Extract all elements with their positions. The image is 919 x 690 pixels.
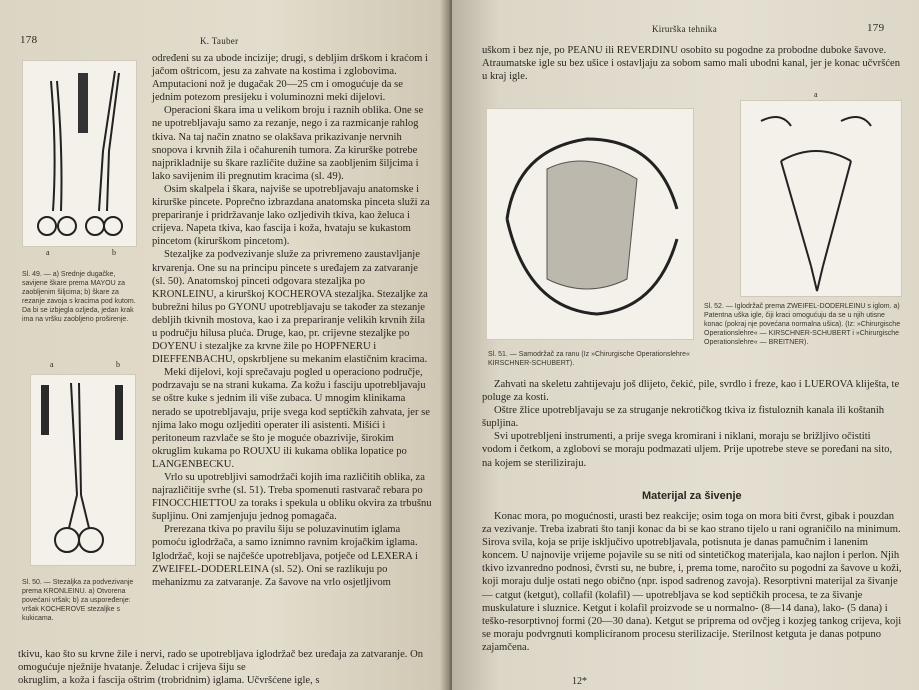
left-text-column [152, 52, 432, 589]
figure-51-retractor [486, 108, 694, 340]
running-head-left: K. Tauber [200, 36, 239, 46]
paragraph: Konac mora, po mogućnosti, urasti bez reakcije; osim toga on mora biti čvrst, gibak i pouzdan za vezivanje. Treba izabrati što tanji konac da bi se kao strano tijelo u rani ograničilo na minimum. Sirova svila, koja se prije isključivo upotrebljavala, potisnuta je danas pamučnim i lanenim koncem. U najnovije vrijeme pojavile su se niti od sintetičkog materijala, kao najlon i perlon. Njih tkivo izvanredno podnosi, čvrsti su, ne bubre, i, prema tome, naročito su pogodni za šavove u koži, koji moraju dulje ostati nego obično (npr. ispod sadrenog zavoja). Resorptivni materijal za šivanje — catgut (ketgut), collafil (kolafil) — upotrebljava se kod septičkih procesa, te za šivanje muskulature i sluznice. Ketgut i kolafil proizvode se u normalno- (8—14 dana), lako- (5 dana) i teško-resorptivnoj formi (20—30 dana). Ketgut se priprema od ovčjeg i kozjeg tankog crijeva, koji se moraju podvrgnuti komplicíranom procesu sterilizacije. Sterilnost ketguta je danas potpuno zajamčena. [482, 511, 902, 653]
paragraph: Stezaljke za podvezivanje služe za privremeno zaustavljanje krvarenja. One su na principu pincete s uređajem za zatvaranje (sl. 50). Anatomskoj pinceti odgovara stezaljka po KRONLEINU, a kirurškoj KOCHEROVA stezaljka. Stezaljke za bubrežni hilus po GYONU upotrebljavaju se također za stezanje debljih tkivnih mostova, kao i za prepariranje velikih krvnih žila u području hilusa pluća. Druge, kao, pr. crijevne stezaljke po DOYENU i stezaljke za krvne žile po HOPFNERU i DIEFFENBACHU, opskrbljene su mekanim elastičnim kracima. [152, 249, 428, 366]
fig49-caption: Sl. 49. — a) Srednje dugačke, savijene škare prema MAYOU za zaobljenim šiljcima; b) škare za rezanje zavoja s kracima pod kutom. Da bi se izbjegla ozljeda, jedan krak ima na vršku zaobljeno proširenje. [22, 271, 136, 323]
figure-50-clamp [30, 374, 136, 566]
fig52-label-a: a [814, 90, 818, 99]
paragraph: uškom i bez nje, po PEANU ili REVERDINU osobito su pogodne za probodne duboke šavove. Atraumatske igle su bez ušice i ostavljaju za sobom samo mali ubodni kanal, jer je konac učvršćen u kraj igle. [482, 45, 901, 83]
fig50-label-b: b [116, 360, 120, 369]
retractor-illustration [487, 109, 693, 339]
page-number-right: 179 [867, 22, 885, 34]
paragraph: Zahvati na skeletu zahtijevaju još dlijeto, čekić, pile, svrdlo i freze, kao i LUEROVA kliješta, te poluge za kosti. [482, 379, 900, 404]
paragraph: Svi upotrebljeni instrumenti, a prije svega kromirani i niklani, moraju se brižljivo očistiti vodom i četkom, a zglobovi se moraju podmazati uljem. Prije upotrebe steve se poređani na sito, na kojem se steriliziraju. [482, 431, 893, 469]
clamp-illustration [31, 375, 135, 565]
text-line: tkivu, kao što su krvne žile i nervi, rado se upotrebljava iglodržač bez uređaja za zatvaranje. On omogućuje nježnije hvatanje. Želudac i crijeva šiju se [18, 649, 424, 674]
fig51-caption: Sl. 51. — Samodržač za ranu (Iz »Chirurgische Operationslehre« KIRSCHNER-SCHUBERT). [488, 351, 690, 367]
right-page [452, 0, 919, 690]
scissors-illustration [23, 61, 136, 246]
running-head-right: Kirurška tehnika [652, 24, 718, 34]
fig49-label-b: b [112, 248, 116, 257]
text-line: okruglim, a koža i fascija oštrim (trobridnim) iglama. Učvršćene igle, s [18, 675, 320, 687]
page-number-left: 178 [20, 34, 38, 46]
figure-52-needle-holder [740, 100, 902, 297]
fig49-label-a: a [46, 248, 50, 257]
paragraph: određeni su za ubode incizije; drugi, s debljim drškom i kraćom i jačom oštricom, jesu za zahvate na kostima i zglobovima. Amputacioni nož je dugačak 20—25 cm i omogućuje da se jednim potezom presijeku i voluminozni meki dijelovi. [152, 53, 428, 104]
paragraph: Prerezana tkiva po pravilu šiju se poluzavinutim iglama pomoću iglodržača, a samo iznimno ravnim krojačkim iglama. Iglodržač, koji se najčešće upotrebljava, potječe od LEXERA i ZWEIFEL-DODERLEINA (sl. 52). Oni se razlikuju po mehanizmu za zatvaranje. Za šavove na vrlo osjetljivom [152, 524, 418, 588]
needle-holder-illustration [741, 101, 901, 296]
right-top-text [482, 44, 902, 83]
fig52-caption: Sl. 52. — Iglodržač prema ZWEIFEL-DODERLEINU s iglom. a) Patentna uška igle, čiji kraci omogućuju da se u njih utisne konac (pokraj nje povećana normalna ušica). (Iz: »Chirurgische Operationslehre« — KIRSCHNER-SCHUBERT i »Chirurgische Operationslehre« — BREITNER). [704, 303, 901, 346]
fig50-label-a: a [50, 360, 54, 369]
right-paragraphs [482, 378, 902, 470]
section-heading: Materijal za šivenje [642, 490, 742, 502]
paragraph: Oštre žlice upotrebljavaju se za struganje nekrotičkog tkiva iz fistuloznih kanala ili koštanih šupljina. [482, 405, 885, 430]
paragraph: Vrlo su upotrebljivi samodržači kojih ima različitih oblika, za najrazličitije svrhe (sl. 51). Treba spomenuti rastvarač rebara po FINOCCHIETTOU za toraks i spekula u obliku okvira za trbušnu šupljinu. Oni zamjenjuju jednog pomagača. [152, 472, 432, 523]
section-text [482, 510, 902, 654]
left-bottom-lines [18, 648, 436, 687]
fig50-caption: Sl. 50. — Stezaljka za podvezivanje prema KRONLEINU. a) Otvorena povećani vršak; b) za uspoređenje: vršak KOCHEROVE stezaljke s kukicama. [22, 579, 134, 622]
paragraph: Meki dijelovi, koji sprečavaju pogled u operacionо područje, podrzavaju se na strani kukama. Za kožu i fasciju upotrebljavaju se oštre kuke s jednim ili više zubaca. U mnogim klinikama nerado se upotrebljavaju, prije svega kod septičkih zahvata, jer se njima lako mogu ozljediti operater ili asistenti. Mišići i peritoneum razvlače se što je moguće obazrivije, širokim okruglim kukama po ROUXU ili kukama oblika lopatice po LANGENBECKU. [152, 367, 430, 470]
left-page [0, 0, 448, 690]
paragraph: Operacioni škara ima u velikom broju i raznih oblika. One se ne upotrebljavaju samo za rezanje, nego i za razmicanje rahlog tkiva. Na taj način znatno se olakšava prikazivanje nervnih snopova i krvnih žila i očahurenih tumora. Za kirurške potrebe najprikladnije su škare različite dužine sa zaobljenim šiljcima i lako savijenim ili pregnutim kracima (sl. 49). [152, 105, 424, 182]
footer-mark: 12* [572, 676, 587, 687]
paragraph: Osim skalpela i škara, najviše se upotrebljavaju anatomske i kirurške pincete. Poprečno izbrazdana anatomska pinceta služi za prepariranje i pridržavanje lako ozljedivih tkiva, kao želuca i crijeva. Napeta tkiva, kao fascija i koža, hvataju se kukastom pincetom (kirurškom pincetom). [152, 183, 430, 248]
figure-49-scissors [22, 60, 137, 247]
